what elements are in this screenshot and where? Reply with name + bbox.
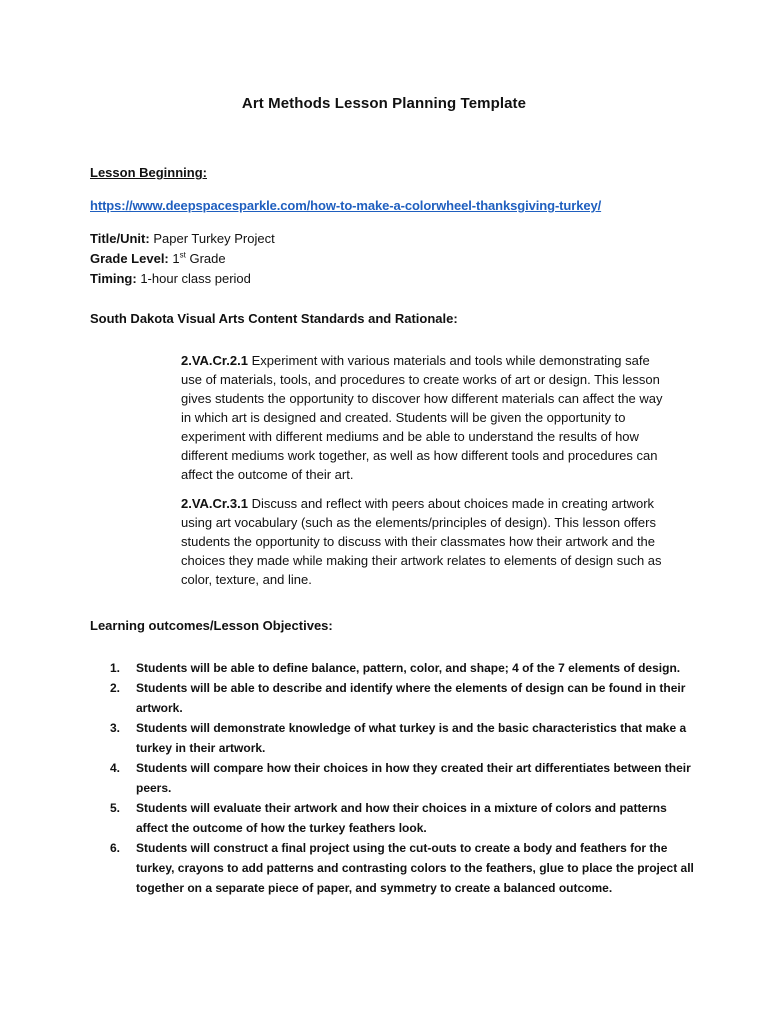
timing-value: 1-hour class period bbox=[140, 271, 251, 286]
title-unit-value: Paper Turkey Project bbox=[153, 231, 275, 246]
grade-level-value-tail: Grade bbox=[189, 251, 226, 266]
outcome-item bbox=[110, 658, 695, 678]
title-unit-label: Title/Unit: bbox=[90, 231, 150, 246]
lesson-beginning-heading: Lesson Beginning: bbox=[90, 165, 207, 180]
standard-text: Experiment with various materials and tools while demonstrating safe use of materials, tools, and procedures to create works of art or design. This lesson gives students the opportunity to discover how different materials can affect the way in which art is designed and created. Students will be given the opportunity to experiment with different mediums and be able to understand the results of how different mediums work together, as well as how different tools and procedures can affect the outcome of their art. bbox=[181, 353, 663, 482]
outcome-item bbox=[110, 758, 695, 798]
outcome-text: Students will evaluate their artwork and how their choices in a mixture of colors and patterns affect the outcome of how the turkey feathers look. bbox=[136, 801, 667, 835]
standard-code: 2.VA.Cr.2.1 bbox=[181, 353, 248, 368]
title-unit-line bbox=[90, 231, 275, 246]
outcome-number: 6. bbox=[110, 841, 121, 855]
lesson-link[interactable]: https://www.deepspacesparkle.com/how-to-make-a-colorwheel-thanksgiving-turkey/ bbox=[90, 198, 602, 213]
outcome-number: 2. bbox=[110, 681, 121, 695]
standard-text: Discuss and reflect with peers about choices made in creating artwork using art vocabulary (such as the elements/principles of design). This lesson offers students the opportunity to discuss with their classmates how their artwork and the choices they made while making their artwork relates to elements of design such as color, texture, and line. bbox=[181, 496, 662, 587]
standards-heading: South Dakota Visual Arts Content Standards and Rationale: bbox=[90, 311, 458, 326]
outcome-number: 1. bbox=[110, 661, 121, 675]
standard-block bbox=[181, 494, 671, 589]
standard-block bbox=[181, 351, 671, 484]
outcome-text: Students will be able to describe and identify where the elements of design can be found in their artwork. bbox=[136, 681, 686, 715]
outcome-number: 5. bbox=[110, 801, 121, 815]
grade-level-label: Grade Level: bbox=[90, 251, 169, 266]
learning-outcomes-list bbox=[110, 658, 695, 898]
document-title: Art Methods Lesson Planning Template bbox=[241, 95, 527, 112]
outcome-number: 4. bbox=[110, 761, 121, 775]
timing-label: Timing: bbox=[90, 271, 137, 286]
outcome-text: Students will construct a final project using the cut-outs to create a body and feathers for the turkey, crayons to add patterns and contrasting colors to the feathers, glue to place the project all together on a separate piece of paper, and symmetry to create a balanced outcome. bbox=[136, 841, 694, 895]
grade-level-line bbox=[90, 251, 226, 266]
grade-level-value-superscript: st bbox=[179, 250, 186, 260]
outcome-item bbox=[110, 718, 695, 758]
learning-outcomes-heading: Learning outcomes/Lesson Objectives: bbox=[90, 618, 333, 633]
outcome-text: Students will compare how their choices in how they created their art differentiates between their peers. bbox=[136, 761, 691, 795]
outcome-item bbox=[110, 838, 695, 898]
outcome-item bbox=[110, 678, 695, 718]
standard-code: 2.VA.Cr.3.1 bbox=[181, 496, 248, 511]
outcome-number: 3. bbox=[110, 721, 121, 735]
outcome-item bbox=[110, 798, 695, 838]
outcome-text: Students will demonstrate knowledge of what turkey is and the basic characteristics that make a turkey in their artwork. bbox=[136, 721, 687, 755]
outcome-text: Students will be able to define balance, pattern, color, and shape; 4 of the 7 elements of design. bbox=[136, 661, 681, 675]
grade-level-value-main: 1 bbox=[172, 251, 180, 266]
timing-line bbox=[90, 271, 251, 286]
